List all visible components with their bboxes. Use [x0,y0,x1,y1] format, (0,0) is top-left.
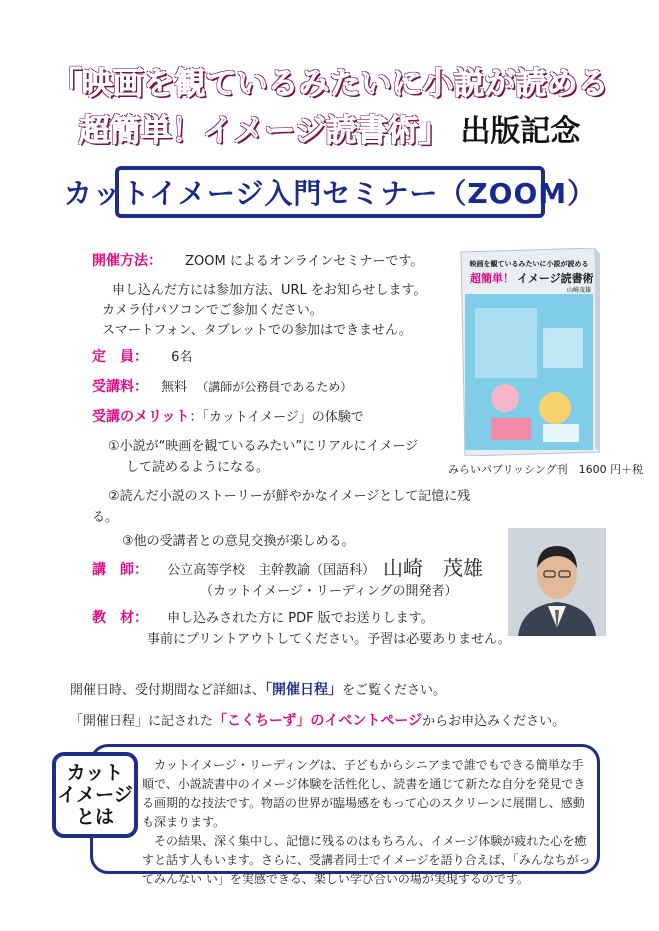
merit-intro: ：「カットイメージ」の体験で [189,410,364,425]
title-line-1: 「映画を観ているみたいに小説が読める [50,66,609,102]
method-note-1: 申し込んだ方には参加方法、URL をお知らせします。 [112,283,427,298]
title-book-name: 超簡単！イメージ読書術」 [78,113,450,149]
merit-item-2-line-2: る。 [92,510,119,525]
apply-note-post: からお申込みください。 [422,714,566,729]
merit-item-1-line-1: ①小説が“映画を観ているみたい”にリアルにイメージ [108,439,419,454]
schedule-link[interactable]: 「開催日程」 [265,682,343,698]
about-paragraph-2: その結果、深く集中し、記憶に残るのはもちろん、イメージ体験が疲れた心を癒すと話す人もいます。さらに、受講者同士でイメージを語り合えば、「みんなちがってみんない い」を実感できる、楽しい学び合いの場が実現するのです。 [142,834,591,886]
fee-label: 受講料： [92,379,148,395]
apply-note-pre: 「開催日程」に記された [70,714,214,729]
book-author: 山崎茂雄 [567,287,592,294]
title-publication-memorial: 出版記念 [460,114,581,149]
event-page-link[interactable]: のイベントページ [310,713,423,729]
lecturer-affiliation: 公立高等学校 主幹教諭（国語科） [167,563,376,578]
about-text [142,756,594,889]
lecturer-role: （カットイメージ・リーディングの開発者） [200,584,458,599]
book-top-text: 映画を観ているみたいに小説が読める [469,260,589,268]
method-note-2: カメラ付パソコンでご参加ください。 [102,303,323,318]
lecturer-photo [508,528,606,636]
capacity-row [92,346,192,366]
merit-row [92,406,364,426]
material-line-1: 申し込みされた方に PDF 版でお送りします。 [167,611,434,626]
schedule-note-pre: 開催日時、受付期間など詳細は、 [70,683,266,698]
material-row [92,607,434,627]
merit-item-3: ③他の受講者との意見交換が楽しめる。 [122,534,355,549]
capacity-label: 定 員： [92,349,148,365]
merit-label: 受講のメリット [92,409,190,425]
lecturer-label: 講 師： [92,562,148,578]
fee-row [92,376,352,396]
about-badge [52,752,138,838]
seminar-title-box [63,166,597,218]
book-caption: みらいパブリッシング刊 1600 円＋税 [448,463,644,476]
seminar-title: カットイメージ入門セミナー（ZOOM） [63,177,597,210]
lecturer-name: 山崎 茂雄 [383,556,483,580]
book-title-pink: 超簡単！ [470,272,514,285]
title-line-2 [0,105,659,150]
material-label: 教 材： [92,610,148,626]
method-note-3: スマートフォン、タブレットでの参加はできません。 [102,323,412,338]
fee-note: （講師が公務員であるため） [196,380,353,394]
schedule-note [70,679,446,699]
merit-item-2-line-1: ②読んだ小説のストーリーが鮮やかなイメージとして記憶に残 [108,489,471,504]
fee-value: 無料 [161,380,188,395]
method-value: ZOOM によるオンラインセミナーです。 [185,254,424,269]
merit-item-1-line-2: して読めるようになる。 [126,460,270,475]
capacity-value: 6名 [171,350,193,365]
method-row [92,250,423,270]
about-paragraph-1: カットイメージ・リーディングは、子どもからシニアまで誰でもできる簡単な手順で、小説読書中のイメージ体験を活性化し、読書を通じて新たな自分を発見できる画期的な技法です。物語の世界が臨場感をもって心のスクリーンに展開し、感動も深まります。 [142,758,586,829]
lecturer-row [92,559,375,579]
material-line-2: 事前にプリントアウトしてください。予習は必要ありません。 [147,632,511,647]
about-badge-text: カット イメージ とは [57,762,133,828]
method-label: 開催方法： [92,253,162,269]
book-title-black: イメージ読書術 [517,272,594,285]
book-cover-image [455,248,600,456]
kokuchizu-link[interactable]: 「こくちーず」 [213,713,311,729]
apply-note [70,710,565,730]
schedule-note-post: をご覧ください。 [342,683,447,698]
